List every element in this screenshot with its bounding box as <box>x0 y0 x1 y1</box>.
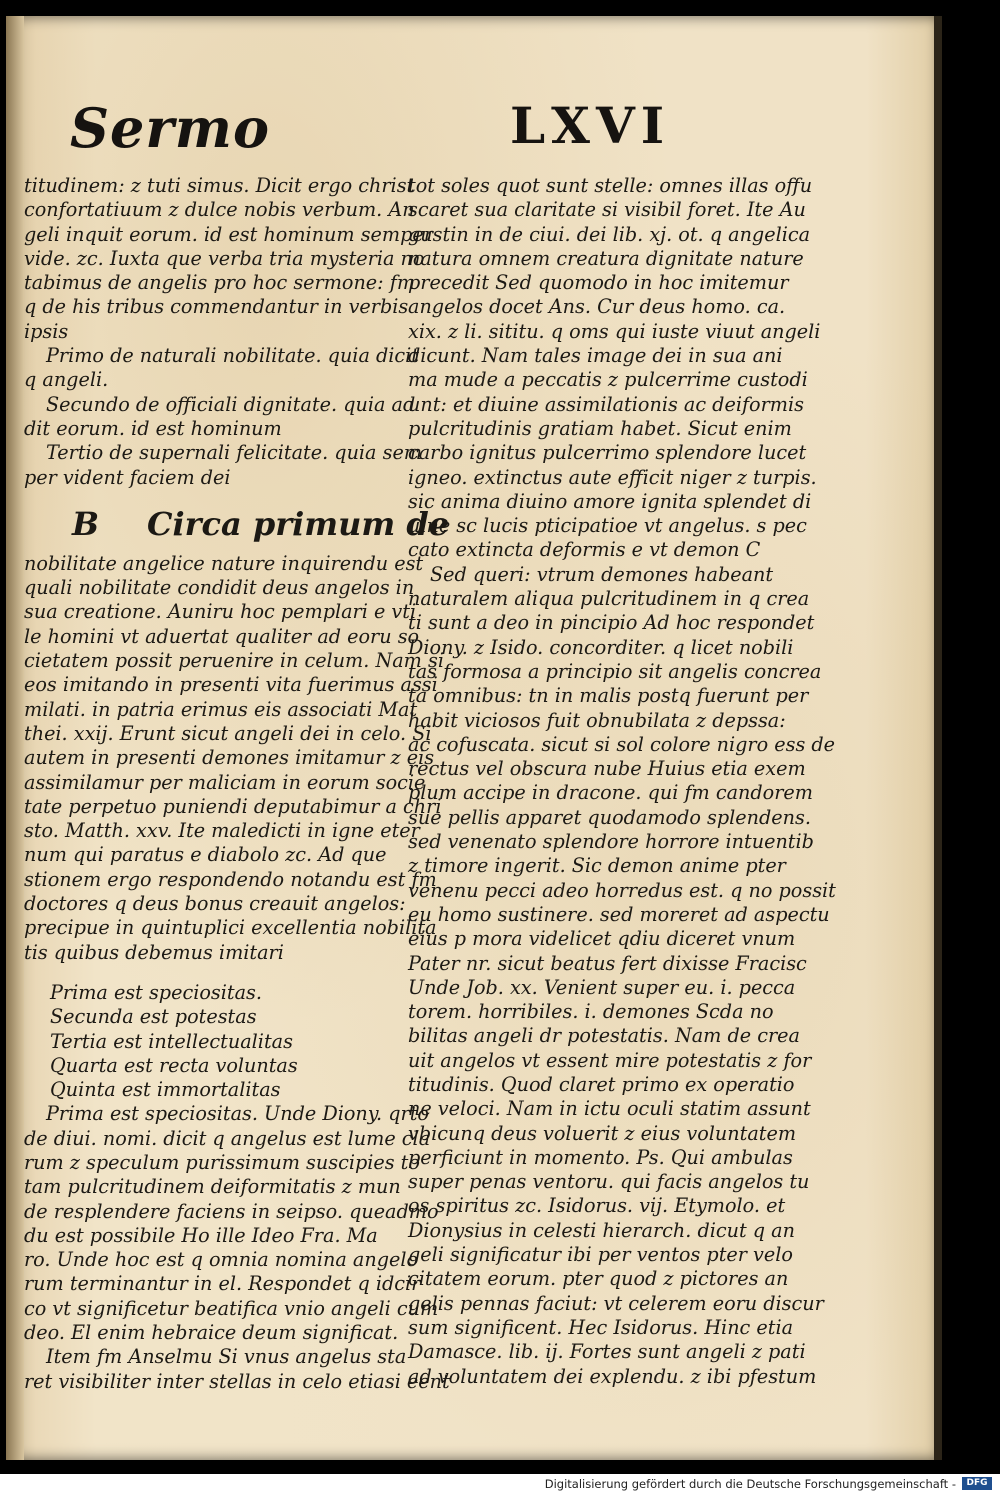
text-line: tot soles quot sunt stelle: omnes illas offu <box>408 174 813 197</box>
points-block <box>24 344 422 490</box>
text-line: uit angelos vt essent mire potestatis z for <box>408 1048 812 1072</box>
text-line: ad voluntatem dei explendu. z ibi pfestum <box>408 1364 817 1388</box>
book-page <box>6 16 942 1460</box>
text-line: Tertio de supernali felicitate. quia sem <box>46 441 422 465</box>
text-line: tas formosa a principio sit angelis concrea <box>408 659 822 683</box>
text-line: naturalem aliqua pulcritudinem in q crea <box>408 587 810 611</box>
spacer <box>24 965 394 981</box>
text-line: ne veloci. Nam in ictu oculi statim assunt <box>408 1097 811 1121</box>
text-line: uine sc lucis pticipatioe vt angelus. s pec <box>408 514 807 538</box>
body-block <box>24 551 444 965</box>
text-line: tate perpetuo puniendi deputabimur a chri <box>24 794 442 818</box>
text-line: perficiunt in momento. Ps. Qui ambulas <box>408 1145 793 1169</box>
text-line: habit viciosos fuit obnubilata z depssa: <box>408 708 786 732</box>
text-line: z timore ingerit. Sic demon anime pter <box>408 854 786 878</box>
list-item: Prima est speciositas. <box>50 980 262 1004</box>
text-line: co vt significetur beatifica vnio angeli cum <box>24 1296 439 1320</box>
text-line: du est possibile Ho ille Ideo Fra. Ma <box>24 1223 378 1247</box>
text-line: venenu pecci adeo horredus est. q no possit <box>408 878 836 902</box>
text-line: ro. Unde hoc est q omnia nomina angelo <box>24 1248 419 1272</box>
text-line: confortatiuum z dulce nobis verbum. An <box>24 198 415 222</box>
text-line: vide. zc. Iuxta que verba tria mysteria no <box>24 246 425 270</box>
text-line: geli inquit eorum. id est hominum semper <box>24 222 433 246</box>
list-item: Tertia est intellectualitas <box>50 1029 293 1053</box>
right-column <box>408 174 836 1389</box>
text-line: xix. z li. sititu. q oms qui iuste viuut angeli <box>408 319 821 343</box>
text-line: milati. in patria erimus eis associati Mat <box>24 697 418 721</box>
list-item: Quarta est recta voluntas <box>50 1053 298 1077</box>
text-line: eos imitando in presenti vita fuerimus assi <box>24 673 438 697</box>
text-line: tis quibus debemus imitari <box>24 940 284 964</box>
footer-bar <box>0 1474 1000 1494</box>
text-line: Diony. z Isido. concorditer. q licet nobili <box>408 635 794 659</box>
text-line: cato extincta deformis e vt demon C <box>408 538 761 562</box>
list-item: Quinta est immortalitas <box>50 1078 281 1102</box>
text-line: autem in presenti demones imitamur z eis <box>24 746 435 770</box>
text-line: ac cofuscata. sicut si sol colore nigro ess de <box>408 732 836 756</box>
text-line: Pater nr. sicut beatus fert dixisse Fracisc <box>408 951 807 975</box>
text-line: rum terminantur in el. Respondet q idcir <box>24 1272 421 1296</box>
text-line: Primo de naturali nobilitate. quia dicit <box>46 344 419 368</box>
text-line: gelis pennas faciut: vt celerem eoru discur <box>408 1291 824 1315</box>
text-line: rectus vel obscura nube Huius etia exem <box>408 757 806 781</box>
text-line: doctores q deus bonus creauit angelos: <box>24 892 406 916</box>
dfg-logo: DFG <box>962 1477 992 1490</box>
text-line: assimilamur per maliciam in eorum socie <box>24 770 426 794</box>
text-line: igneo. extinctus aute efficit niger z turpis. <box>408 465 817 489</box>
text-line: ret visibiliter inter stellas in celo etiasi eent <box>24 1369 450 1393</box>
text-line: geli significatur ibi per ventos pter velo <box>408 1243 793 1267</box>
text-line: gustin in de ciui. dei lib. xj. ot. q angelica <box>408 222 811 246</box>
text-line: unt: et diuine assimilationis ac deiformis <box>408 392 804 416</box>
list-block <box>24 981 394 1102</box>
text-line: Sed queri: vtrum demones habeant <box>430 562 774 586</box>
text-line: ipsis <box>24 319 69 343</box>
text-line: per vident faciem dei <box>24 465 231 489</box>
text-line: sic anima diuino amore ignita splendet di <box>408 489 812 513</box>
text-line: dicunt. Nam tales image dei in sua ani <box>408 344 783 368</box>
text-line: rum z speculum purissimum suscipies to <box>24 1150 420 1174</box>
text-line: de diui. nomi. dicit q angelus est lume cla <box>24 1126 431 1150</box>
intro-block <box>24 174 433 344</box>
text-line: sed venenato splendore horrore intuentib <box>408 830 814 854</box>
text-line: cietatem possit peruenire in celum. Nam si <box>24 649 444 673</box>
tail-block <box>24 1102 450 1394</box>
text-line: de resplendere faciens in seipso. queadmo <box>24 1199 439 1223</box>
text-line: Unde Job. xx. Venient super eu. i. pecca <box>408 975 796 999</box>
text-line: vbicunq deus voluerit z eius voluntatem <box>408 1121 797 1145</box>
text-line: ti sunt a deo in pincipio Ad hoc respondet <box>408 611 815 635</box>
text-line: super penas ventoru. qui facis angelos tu <box>408 1170 810 1194</box>
text-line: ma mude a peccatis z pulcerrime custodi <box>408 368 808 392</box>
text-line: Item fm Anselmu Si vnus angelus sta <box>46 1345 407 1369</box>
text-line: sto. Matth. xxv. Ite maledicti in igne eter <box>24 819 420 843</box>
text-line: natura omnem creatura dignitate nature <box>408 246 804 270</box>
text-line: sua creatione. Auniru hoc pemplari e vti <box>24 600 417 624</box>
text-line: precipue in quintuplici excellentia nobilita <box>24 916 437 940</box>
initial-letter: B <box>72 504 100 543</box>
text-line: pulcritudinis gratiam habet. Sicut enim <box>408 416 792 440</box>
text-line: torem. horribiles. i. demones Scda no <box>408 1000 774 1024</box>
text-line: Dionysius in celesti hierarch. dicut q an <box>408 1218 795 1242</box>
page-gutter <box>6 16 24 1460</box>
text-line: angelos docet Ans. Cur deus homo. ca. <box>408 295 786 319</box>
text-line: nobilitate angelice nature inquirendu est <box>24 551 424 575</box>
text-line: tam pulcritudinem deiformitatis z mun <box>24 1175 401 1199</box>
text-line: Secundo de officiali dignitate. quia ad <box>46 392 416 416</box>
text-line: stionem ergo respondendo notandu est fm <box>24 867 437 891</box>
section-title: Circa primum de <box>147 504 450 543</box>
text-line: precedit Sed quomodo in hoc imitemur <box>408 271 789 295</box>
text-line: quali nobilitate condidit deus angelos in <box>24 576 415 600</box>
text-line: titudinis. Quod claret primo ex operatio <box>408 1072 795 1096</box>
text-line: titudinem: z tuti simus. Dicit ergo christ <box>24 174 415 197</box>
text-line: thei. xxij. Erunt sicut angeli dei in celo. Si <box>24 721 432 745</box>
text-line: sum significent. Hec Isidorus. Hinc etia <box>408 1315 794 1339</box>
text-line: deo. El enim hebraice deum significat. <box>24 1321 399 1345</box>
text-line: q de his tribus commendantur in verbis <box>24 295 409 319</box>
running-head-left: Sermo <box>70 96 270 160</box>
text-line: le homini vt aduertat qualiter ad eoru so <box>24 624 420 648</box>
text-line: os spiritus zc. Isidorus. vij. Etymolo. et <box>408 1194 786 1218</box>
text-line: eius p mora videlicet qdiu diceret vnum <box>408 927 796 951</box>
left-column <box>24 174 450 1394</box>
text-line: eu homo sustinere. sed moreret ad aspectu <box>408 902 830 926</box>
text-line: bilitas angeli dr potestatis. Nam de crea <box>408 1024 800 1048</box>
text-line: citatem eorum. pter quod z pictores an <box>408 1267 789 1291</box>
section-heading <box>24 502 450 546</box>
text-line: q angeli. <box>24 368 109 392</box>
text-line: dit eorum. id est hominum <box>24 416 282 440</box>
text-line: plum accipe in dracone. qui fm candorem <box>408 781 813 805</box>
text-line: tabimus de angelis pro hoc sermone: fm <box>24 271 416 295</box>
text-line: Prima est speciositas. Unde Diony. qrto <box>46 1102 429 1126</box>
text-line: sue pellis apparet quodamodo splendens. <box>408 805 811 829</box>
text-line: Damasce. lib. ij. Fortes sunt angeli z pati <box>408 1340 806 1364</box>
text-line: num qui paratus e diabolo zc. Ad que <box>24 843 387 867</box>
text-line: scaret sua claritate si visibil foret. Ite Au <box>408 198 806 222</box>
funding-credit: Digitalisierung gefördert durch die Deutsche Forschungsgemeinschaft - <box>544 1477 956 1491</box>
list-item: Secunda est potestas <box>50 1005 257 1029</box>
text-line: ta omnibus: tn in malis postq fuerunt per <box>408 684 809 708</box>
folio-number: LXVI <box>510 96 671 155</box>
text-line: carbo ignitus pulcerrimo splendore lucet <box>408 441 807 465</box>
